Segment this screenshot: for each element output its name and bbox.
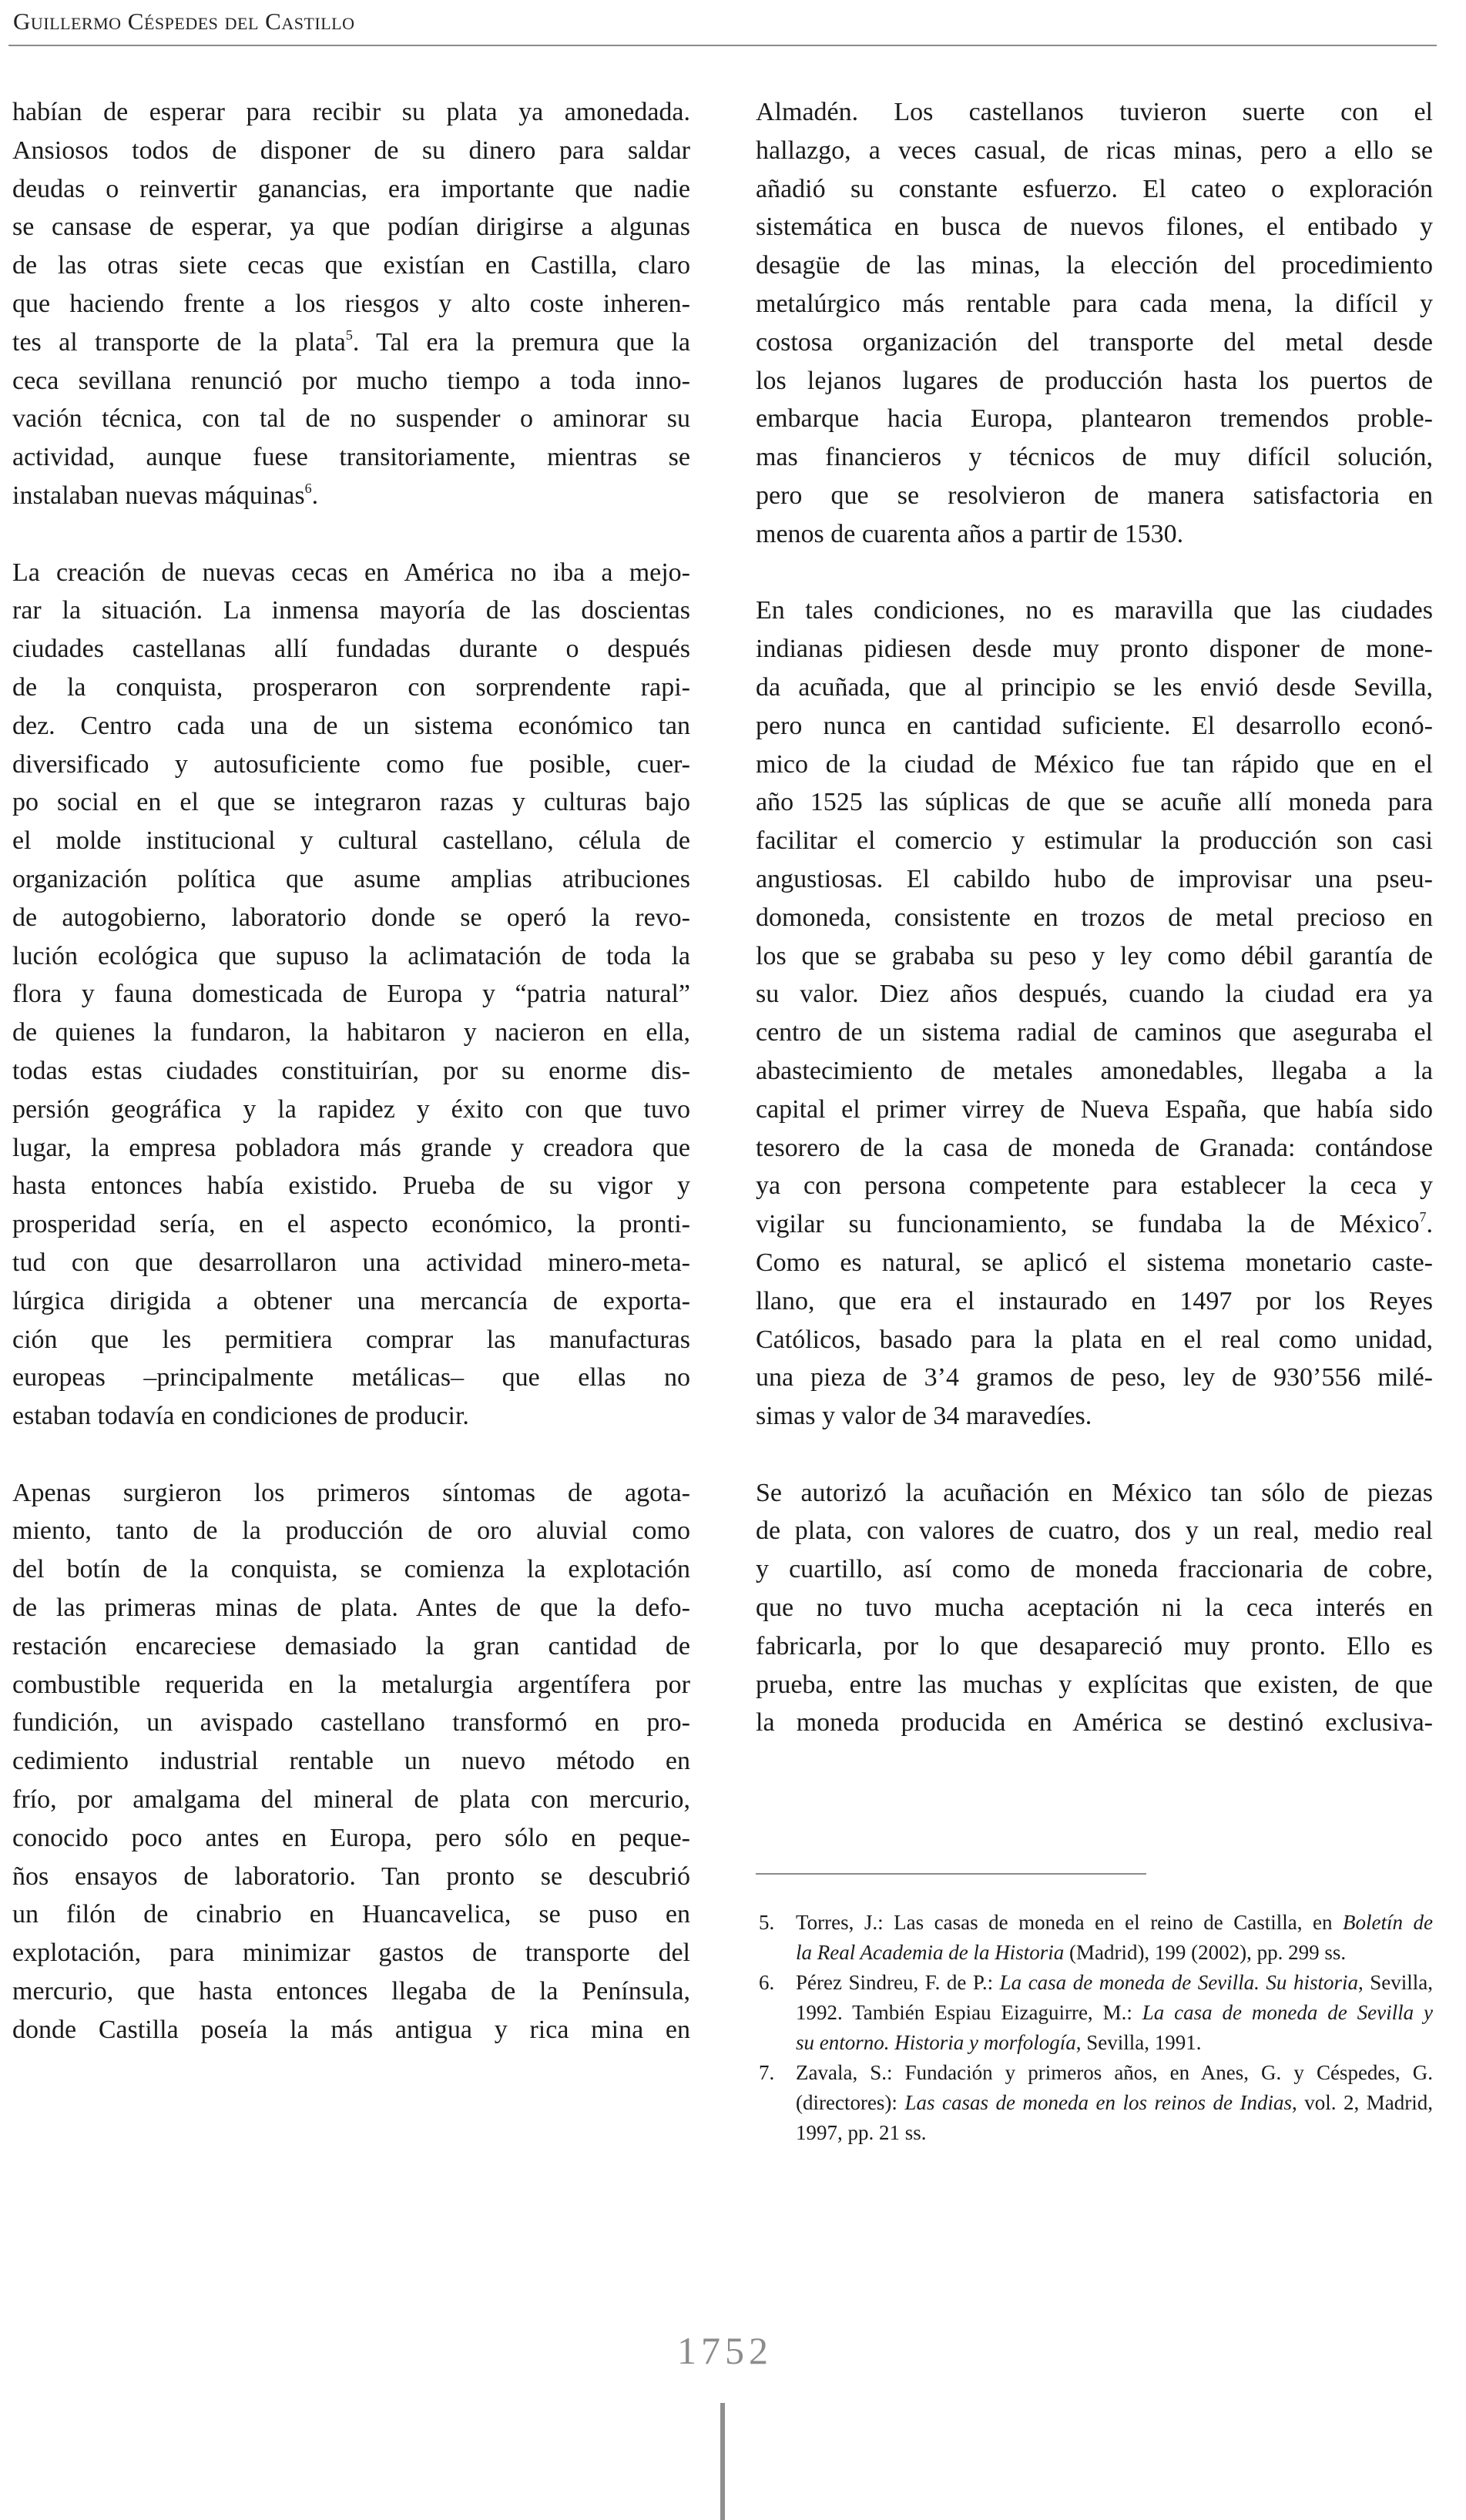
text-segment: embarque hacia Europa, plantearon tremendos proble-: [756, 404, 1433, 434]
text-segment: y cuartillo, así como de moneda fraccionaria de cobre,: [756, 1555, 1433, 1584]
text-segment: añadió su constante esfuerzo. El cateo o exploración: [756, 174, 1433, 203]
text-line: [756, 746, 1433, 784]
paragraph-break: [12, 515, 690, 554]
footnote-item: [756, 1908, 1433, 1968]
text-line: [12, 323, 690, 362]
text-segment: flora y fauna domesticada de Europa y “patria natural”: [12, 980, 690, 1009]
text-segment: Apenas surgieron los primeros síntomas de agota-: [12, 1478, 690, 1507]
text-line: [756, 1627, 1433, 1666]
text-segment: Ansiosos todos de disponer de su dinero para saldar: [12, 136, 690, 165]
text-segment: Se autorizó la acuñación en México tan sólo de piezas: [756, 1478, 1433, 1507]
text-line: [12, 1895, 690, 1934]
text-segment: una pieza de 3’4 gramos de peso, ley de 930’556 milé-: [756, 1363, 1433, 1392]
text-segment: de plata, con valores de cuatro, dos y un real, medio real: [756, 1516, 1433, 1546]
page-number: 1752: [677, 2329, 773, 2372]
text-line: [12, 1627, 690, 1666]
text-line: [756, 438, 1433, 477]
text-line: [12, 246, 690, 285]
footnote-number: 6.: [759, 1971, 775, 1994]
text-segment: Católicos, basado para la plata en el real como unidad,: [756, 1325, 1433, 1354]
text-line: [756, 170, 1433, 209]
text-segment: europeas –principalmente metálicas– que ellas no: [12, 1363, 690, 1392]
italic-title: Las casas de moneda en los reinos de Indias: [904, 2091, 1292, 2114]
text-segment: miento, tanto de la producción de oro aluvial como: [12, 1516, 690, 1546]
text-line: [12, 208, 690, 246]
text-segment: explotación, para minimizar gastos de transporte del: [12, 1939, 690, 1968]
footnote-line: [796, 1908, 1433, 1938]
text-segment: de la conquista, prosperaron con sorprendente rapi-: [12, 672, 690, 702]
text-line: [756, 1244, 1433, 1282]
text-segment: ceca sevillana renunció por mucho tiempo a toda inno-: [12, 366, 690, 395]
text-line: [12, 1934, 690, 1972]
italic-title: la Real Academia de la Historia: [796, 1941, 1065, 1964]
text-line: [756, 1666, 1433, 1704]
text-segment: un filón de cinabrio en Huancavelica, se puso en: [12, 1900, 690, 1929]
text-segment: de quienes la fundaron, la habitaron y nacieron en ella,: [12, 1018, 690, 1047]
text-segment: pero nunca en cantidad suficiente. El desarrollo econó-: [756, 711, 1433, 740]
right-column: [756, 93, 1433, 1742]
text-segment: que no tuvo mucha aceptación ni la ceca interés en: [756, 1593, 1433, 1623]
text-line: [12, 132, 690, 170]
header-rule: [8, 45, 1437, 46]
text-segment: vigilar su funcionamiento, se fundaba la de México: [756, 1210, 1420, 1239]
text-segment: lugar, la empresa pobladora más grande y creadora que: [12, 1133, 690, 1162]
text-segment: fundición, un avispado castellano transformó en pro-: [12, 1708, 690, 1738]
text-segment: pero que se resolvieron de manera satisfactoria en: [756, 481, 1433, 510]
footnote-item: [756, 2058, 1433, 2148]
text-line: [756, 1014, 1433, 1052]
text-segment: diversificado y autosuficiente como fue posible, cuer-: [12, 749, 690, 779]
text-segment: mico de la ciudad de México fue tan rápido que en el: [756, 749, 1433, 779]
text-segment: da acuñada, que al principio se les envió desde Sevilla,: [756, 672, 1433, 702]
text-line: [12, 860, 690, 899]
text-line: [12, 554, 690, 592]
text-line: [756, 1359, 1433, 1397]
text-line: [756, 477, 1433, 515]
text-line: [12, 783, 690, 822]
text-line: [756, 1052, 1433, 1091]
text-segment: ciudades castellanas allí fundadas durante o después: [12, 635, 690, 664]
footnotes: [756, 1908, 1433, 2148]
text-line: [756, 515, 1433, 554]
text-segment: Torres, J.: Las casas de moneda en el reino de Castilla, en: [796, 1911, 1343, 1934]
text-segment: lución ecológica que supuso la aclimatación de toda la: [12, 941, 690, 970]
text-line: [12, 1205, 690, 1244]
text-segment: (Madrid), 199 (2002), pp. 299 ss.: [1064, 1941, 1347, 1964]
text-line: [12, 1512, 690, 1550]
text-line: [756, 1512, 1433, 1550]
footnote-line: [796, 2058, 1433, 2088]
text-segment: sistemática en busca de nuevos filones, el entibado y: [756, 213, 1433, 242]
text-line: [12, 591, 690, 630]
text-line: [756, 822, 1433, 860]
text-segment: prueba, entre las muchas y explícitas que existen, de que: [756, 1670, 1433, 1699]
text-segment: los que se grababa su peso y ley como débil garantía de: [756, 941, 1433, 970]
paragraph-break: [756, 1436, 1433, 1474]
text-line: [12, 2011, 690, 2049]
text-line: [12, 1742, 690, 1781]
text-line: [12, 707, 690, 746]
text-line: [12, 1550, 690, 1589]
text-line: [756, 132, 1433, 170]
text-line: [12, 1167, 690, 1205]
text-line: [756, 975, 1433, 1014]
text-line: [756, 899, 1433, 937]
text-line: [756, 323, 1433, 362]
text-line: [12, 1091, 690, 1129]
text-segment: todas estas ciudades constituirían, por su enorme dis-: [12, 1056, 690, 1085]
text-line: [756, 93, 1433, 132]
text-segment: tud con que desarrollaron una actividad minero-meta-: [12, 1248, 690, 1277]
text-segment: simas y valor de 34 maravedíes.: [756, 1402, 1092, 1431]
text-segment: mas financieros y técnicos de muy difícil solución,: [756, 443, 1433, 472]
text-line: [12, 746, 690, 784]
text-line: [12, 1129, 690, 1168]
text-segment: instalaban nuevas máquinas: [12, 481, 305, 510]
text-segment: que haciendo frente a los riesgos y alto coste inheren-: [12, 289, 690, 318]
text-line: [756, 362, 1433, 400]
text-line: [756, 1129, 1433, 1168]
footnote-line: [796, 1998, 1433, 2028]
text-segment: hasta entonces había existido. Prueba de su vigor y: [12, 1171, 690, 1201]
text-line: [756, 1167, 1433, 1205]
paragraph-break: [12, 1436, 690, 1474]
footnote-line: [796, 1938, 1433, 1968]
text-segment: tes al transporte de la plata: [12, 327, 346, 357]
text-segment: desagüe de las minas, la elección del procedimiento: [756, 251, 1433, 280]
text-segment: abastecimiento de metales amonedables, llegaba a la: [756, 1056, 1433, 1085]
text-segment: dez. Centro cada una de un sistema económico tan: [12, 711, 690, 740]
text-segment: ción que les permitiera comprar las manufacturas: [12, 1325, 690, 1354]
text-segment: , Sevilla,: [1357, 1971, 1433, 1994]
text-segment: ños ensayos de laboratorio. Tan pronto se descubrió: [12, 1862, 690, 1891]
text-segment: En tales condiciones, no es maravilla que las ciudades: [756, 596, 1433, 625]
text-segment: centro de un sistema radial de caminos que aseguraba el: [756, 1018, 1433, 1047]
text-line: [756, 1091, 1433, 1129]
text-line: [756, 1282, 1433, 1321]
text-segment: .: [1426, 1210, 1433, 1239]
text-segment: , vol. 2, Madrid,: [1291, 2091, 1433, 2114]
text-line: [12, 1666, 690, 1704]
text-line: [12, 630, 690, 669]
text-segment: ya con persona competente para establecer la ceca y: [756, 1171, 1433, 1201]
footnote-number: 5.: [759, 1911, 775, 1934]
text-line: [756, 1474, 1433, 1513]
text-segment: año 1525 las súplicas de que se acuñe allí moneda para: [756, 788, 1433, 817]
text-line: [756, 1321, 1433, 1359]
text-segment: de autogobierno, laboratorio donde se operó la revo-: [12, 903, 690, 932]
footnote-line: [796, 2028, 1433, 2058]
footnote-rule: [756, 1873, 1146, 1875]
text-segment: deudas o reinvertir ganancias, era importante que nadie: [12, 174, 690, 203]
text-line: [756, 1704, 1433, 1742]
text-line: [756, 208, 1433, 246]
text-segment: se cansase de esperar, ya que podían dirigirse a algunas: [12, 213, 690, 242]
italic-title: Boletín de: [1343, 1911, 1433, 1934]
text-line: [12, 170, 690, 209]
text-segment: Como es natural, se aplicó el sistema monetario caste-: [756, 1248, 1433, 1277]
text-segment: restación encareciese demasiado la gran cantidad de: [12, 1631, 690, 1660]
text-line: [12, 400, 690, 438]
text-segment: indianas pidiesen desde muy pronto disponer de mone-: [756, 635, 1433, 664]
text-line: [12, 1589, 690, 1627]
text-line: [12, 438, 690, 477]
text-line: [12, 93, 690, 132]
text-line: [756, 783, 1433, 822]
text-line: [756, 400, 1433, 438]
text-line: [12, 1052, 690, 1091]
text-line: [12, 1819, 690, 1858]
gutter-bar: [720, 2403, 725, 2520]
italic-title: su entorno. Historia y morfología: [796, 2031, 1076, 2054]
text-segment: actividad, aunque fuese transitoriamente, mientras se: [12, 443, 690, 472]
text-segment: hallazgo, a veces casual, de ricas minas, pero a ello se: [756, 136, 1433, 165]
text-line: [12, 822, 690, 860]
text-segment: Pérez Sindreu, F. de P.:: [796, 1971, 1000, 1994]
text-segment: los lejanos lugares de producción hasta los puertos de: [756, 366, 1433, 395]
text-segment: 1997, pp. 21 ss.: [796, 2121, 927, 2144]
text-line: [756, 1205, 1433, 1244]
text-line: [756, 1589, 1433, 1627]
text-segment: .: [311, 481, 319, 510]
text-line: [756, 630, 1433, 669]
text-segment: lúrgica dirigida a obtener una mercancía de exporta-: [12, 1286, 690, 1315]
text-line: [12, 1858, 690, 1896]
text-segment: tesorero de la casa de moneda de Granada: contándose: [756, 1133, 1433, 1162]
text-segment: facilitar el comercio y estimular la producción son casi: [756, 826, 1433, 856]
text-line: [12, 1397, 690, 1436]
footnote-reference[interactable]: 7: [1419, 1209, 1427, 1225]
text-segment: La creación de nuevas cecas en América no iba a mejo-: [12, 558, 690, 587]
italic-title: La casa de moneda de Sevilla y: [1142, 2001, 1434, 2024]
text-segment: conocido poco antes en Europa, pero sólo en peque-: [12, 1823, 690, 1852]
text-line: [756, 591, 1433, 630]
text-line: [12, 1014, 690, 1052]
text-line: [12, 1359, 690, 1397]
text-segment: prosperidad sería, en el aspecto económico, la pronti-: [12, 1210, 690, 1239]
text-segment: 1992. También Espiau Eizaguirre, M.:: [796, 2001, 1142, 2024]
text-segment: (directores):: [796, 2091, 905, 2114]
text-segment: , Sevilla, 1991.: [1075, 2031, 1202, 2054]
text-segment: fabricarla, por lo que desapareció muy pronto. Ello es: [756, 1631, 1433, 1660]
running-head: Guillermo Céspedes del Castillo: [13, 8, 355, 35]
text-segment: llano, que era el instaurado en 1497 por los Reyes: [756, 1286, 1433, 1315]
text-segment: de las otras siete cecas que existían en Castilla, claro: [12, 251, 690, 280]
text-segment: costosa organización del transporte del metal desde: [756, 327, 1433, 357]
text-segment: la moneda producida en América se destinó exclusiva-: [756, 1708, 1433, 1738]
text-segment: domoneda, consistente en trozos de metal precioso en: [756, 903, 1433, 932]
text-line: [12, 477, 690, 515]
text-segment: cedimiento industrial rentable un nuevo método en: [12, 1747, 690, 1776]
footnote-reference[interactable]: 5: [345, 327, 353, 343]
text-segment: del botín de la conquista, se comienza la explotación: [12, 1555, 690, 1584]
text-line: [756, 669, 1433, 707]
italic-title: La casa de moneda de Sevilla. Su historia: [999, 1971, 1358, 1994]
text-segment: combustible requerida en la metalurgia argentífera por: [12, 1670, 690, 1699]
text-line: [12, 1704, 690, 1742]
text-line: [756, 860, 1433, 899]
text-segment: mercurio, que hasta entonces llegaba de la Península,: [12, 1977, 690, 2006]
text-segment: su valor. Diez años después, cuando la ciudad era ya: [756, 980, 1433, 1009]
text-segment: donde Castilla poseía la más antigua y rica mina en: [12, 2015, 690, 2044]
text-segment: angustiosas. El cabildo hubo de improvisar una pseu-: [756, 864, 1433, 893]
text-line: [756, 1550, 1433, 1589]
text-segment: de las primeras minas de plata. Antes de que la defo-: [12, 1593, 690, 1623]
footnote-item: [756, 1968, 1433, 2058]
text-line: [12, 975, 690, 1014]
text-segment: el molde institucional y cultural castellano, célula de: [12, 826, 690, 856]
text-line: [12, 1282, 690, 1321]
footnote-reference[interactable]: 6: [304, 480, 312, 496]
text-segment: Almadén. Los castellanos tuvieron suerte con el: [756, 98, 1433, 126]
text-segment: estaban todavía en condiciones de producir.: [12, 1402, 469, 1431]
text-line: [756, 707, 1433, 746]
text-line: [756, 246, 1433, 285]
paragraph-break: [756, 554, 1433, 592]
text-segment: menos de cuarenta años a partir de 1530.: [756, 519, 1184, 548]
footnote-line: [796, 2088, 1433, 2118]
text-line: [12, 1781, 690, 1819]
text-segment: habían de esperar para recibir su plata ya amonedada.: [12, 98, 690, 126]
text-segment: organización política que asume amplias atribuciones: [12, 864, 690, 893]
text-line: [756, 1397, 1433, 1436]
text-line: [12, 1244, 690, 1282]
text-line: [12, 285, 690, 323]
left-column: [12, 93, 690, 2049]
text-segment: rar la situación. La inmensa mayoría de las doscientas: [12, 596, 690, 625]
text-segment: metalúrgico más rentable para cada mena, la difícil y: [756, 289, 1433, 318]
footnote-line: [796, 2118, 1433, 2148]
text-segment: Zavala, S.: Fundación y primeros años, en Anes, G. y Céspedes, G.: [796, 2061, 1433, 2084]
text-line: [12, 669, 690, 707]
text-segment: po social en el que se integraron razas y culturas bajo: [12, 788, 690, 817]
text-line: [12, 1972, 690, 2011]
text-line: [12, 1474, 690, 1513]
text-line: [12, 899, 690, 937]
text-line: [12, 362, 690, 400]
footnote-line: [796, 1968, 1433, 1998]
footnote-number: 7.: [759, 2061, 775, 2084]
text-line: [756, 937, 1433, 976]
text-line: [12, 937, 690, 976]
text-segment: . Tal era la premura que la: [352, 327, 690, 357]
text-segment: persión geográfica y la rapidez y éxito con que tuvo: [12, 1094, 690, 1124]
text-segment: vación técnica, con tal de no suspender o aminorar su: [12, 404, 690, 434]
text-segment: capital el primer virrey de Nueva España, que había sido: [756, 1094, 1433, 1124]
text-segment: frío, por amalgama del mineral de plata con mercurio,: [12, 1785, 690, 1815]
text-line: [756, 285, 1433, 323]
text-line: [12, 1321, 690, 1359]
